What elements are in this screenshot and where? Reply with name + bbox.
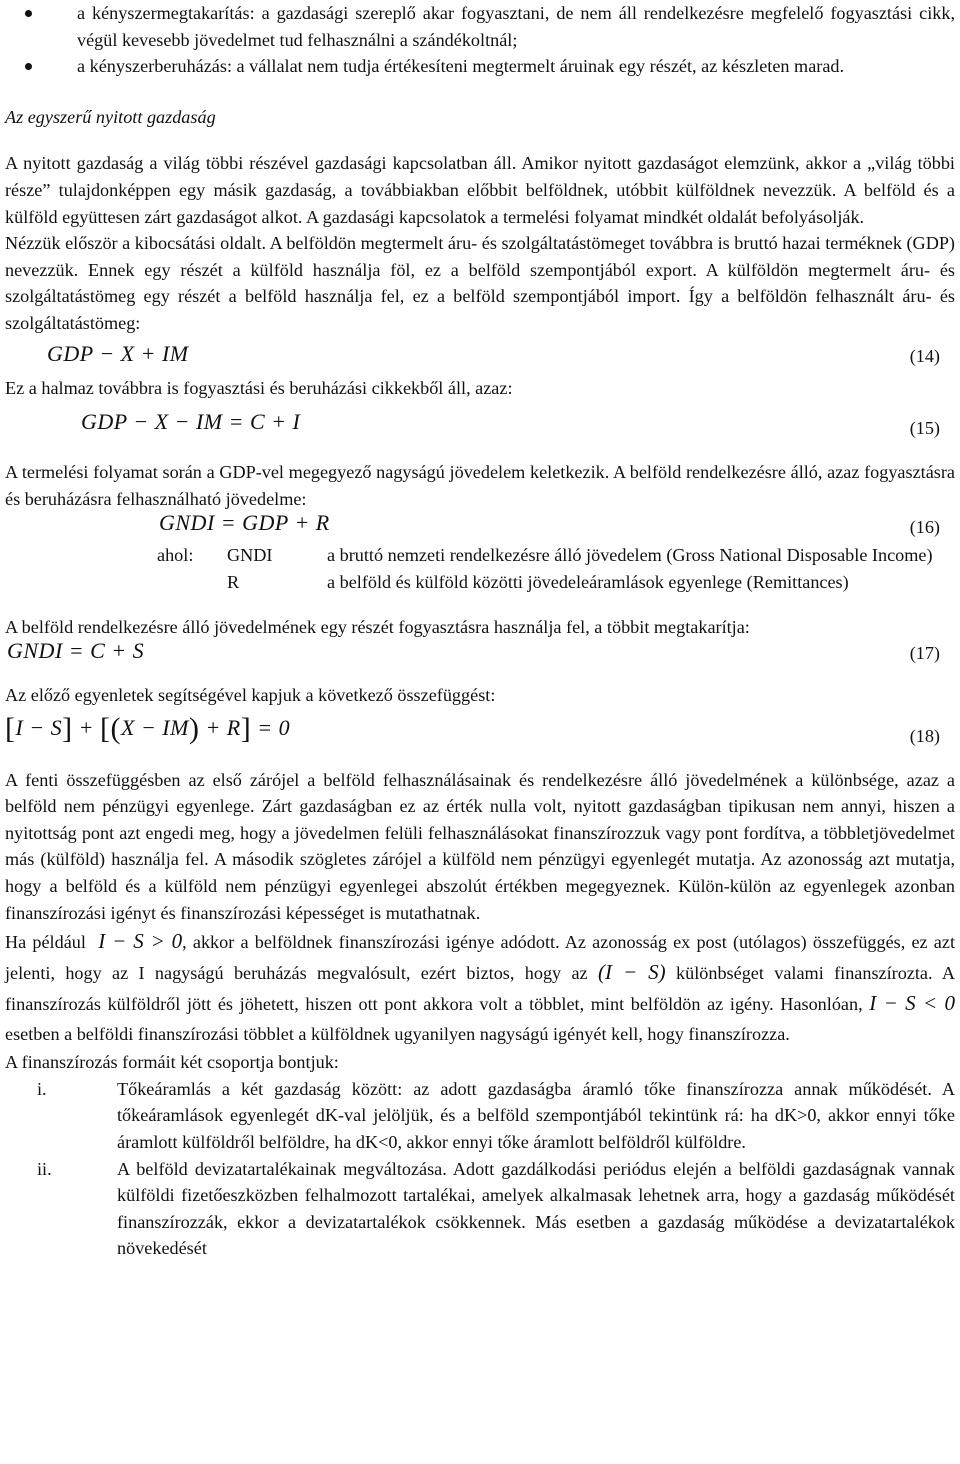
equation-18 — [5, 709, 955, 761]
definition-symbol: R — [227, 571, 240, 592]
equation-number: (17) — [909, 643, 940, 664]
paragraph-financing-forms: A finanszírozás formáit két csoportja bontjuk: — [5, 1052, 339, 1073]
definition-symbol: GNDI — [227, 545, 273, 566]
inline-math: (I − S) — [597, 960, 666, 985]
equation-expression: GDP − X + IM — [47, 340, 189, 366]
inline-math: I − S < 0 — [869, 991, 955, 1016]
paragraph-intro: A nyitott gazdaság a világ többi részével gazdasági kapcsolatban áll. Amikor nyitott gazdaságot elemzünk, akkor a „világ többi része” tulajdonképpen egy másik gazdaság, a továbbiakban előbbit belföldnek, utóbbit külföldnek nevezzük. A belföld és a külföld együttesen zárt gazdaságot alkot. A gazdasági kapcsolatok a termelési folyamat mindkét oldalát befolyásolják. — [5, 153, 955, 227]
equation-number: (16) — [909, 517, 940, 538]
paragraph-output-side: Nézzük először a kibocsátási oldalt. A belföldön megtermelt áru- és szolgáltatástömeget továbbra is bruttó hazai terméknek (GDP) nevezzük. Ennek egy részét a külföld használja föl, ez a belföld szempontjából export. A külföldön megtermelt áru- és szolgáltatástömeg egy részét a belföld használja fel, ez a belföld szempontjából import. Így a belföldön felhasznált áru- és szolgáltatástömeg: — [5, 233, 955, 333]
definition-text: a belföld és külföld közötti jövedeleáramlások egyenlege (Remittances) — [327, 571, 849, 592]
paragraph-relation: Az előző egyenletek segítségével kapjuk a következő összefüggést: — [5, 685, 496, 706]
inline-math: I − S > 0 — [98, 929, 183, 954]
paragraph-income: A termelési folyamat során a GDP-vel megegyező nagyságú jövedelem keletkezik. A belföld rendelkezésre álló, azaz fogyasztásra és beruházásra felhasználható jövedelme: — [5, 462, 955, 509]
paragraph-balance: A fenti összefüggésben az első zárójel a belföld felhasználásainak és rendelkezésre álló jövedelmének a különbsége, azaz a belföld nem pénzügyi egyenlege. Zárt gazdaságban ez az érték nulla volt, nyitott gazdaságban tipikusan nem annyi, hiszen a nyitottság pont azt engedi meg, hogy a jövedelmen felüli felhasználásokat finanszírozzuk vagy pont fordítva, a többletjövedelmet más (külföld) használja fel. A második szögletes zárójel a külföld nem pénzügyi egyenlegét mutatja. Az azonosság azt mutatja, hogy a belföld és a külföld nem pénzügyi egyenlegei abszolút értékben megegyeznek. Külön-külön az egyenlegek azonban finanszírozási igényt és finanszírozási képességet is mutathatnak. — [5, 769, 955, 923]
financing-list — [5, 1076, 955, 1262]
paragraph-savings: A belföld rendelkezésre álló jövedelmének egy részét fogyasztásra használja fel, a többit megtakarítja: — [5, 616, 750, 637]
bullet-text: a kényszermegtakarítás: a gazdasági szereplő akar fogyasztani, de nem áll rendelkezésre megfelelő fogyasztási cikk, végül kevesebb jövedelmet tud felhasználni a szándékoltnál; — [77, 3, 955, 50]
bullet-dot-icon — [25, 10, 32, 17]
bullet-dot-icon — [25, 63, 32, 70]
equation-14 — [5, 337, 955, 375]
equation-number: (14) — [909, 345, 940, 366]
equation-expression: GDP − X − IM = C + I — [81, 409, 301, 435]
paragraph-example: Ha például I − S > 0, akkor a belföldnek finanszírozási igénye adódott. Az azonosság ex post (utólagos) összefüggés, ez azt jelenti, hogy az I nagyságú beruházás megvalósult, ezért biztos, hogy az (I − S) különbséget valami finanszírozta. A finanszírozás külföldről jött és jöhetett, hiszen ott pont akkora volt a többlet, mint belföldön az igény. Hasonlóan, I − S < 0 esetben a belföldi finanszírozási többlet a külföldnek ugyanilyen nagyságú igényét kell, hogy finanszírozza. — [5, 929, 956, 1045]
list-item-text: A belföld devizatartalékainak megváltozása. Adott gazdálkodási periódus elején a belföldi gazdaságnak vannak külföldi fizetőeszközben felhalmozott tartalékai, amelyek alkalmasak lehetnek arra, hogy a gazdaság működését finanszírozzák, ekkor a devizatartalékok csökkennek. Más esetben a gazdaság működése a devizatartalékok növekedését — [117, 1158, 955, 1259]
equation-expression: GNDI = C + S — [7, 638, 145, 664]
equation-16 — [5, 512, 955, 542]
list-item-number: i. — [37, 1078, 47, 1099]
list-item-number: ii. — [37, 1158, 52, 1179]
equation-number: (15) — [909, 418, 940, 439]
equation-number: (18) — [909, 725, 940, 746]
equation-17 — [5, 640, 955, 682]
document-page — [5, 0, 955, 1262]
list-item — [5, 1076, 955, 1156]
bullet-item — [5, 0, 955, 53]
definition-row — [5, 542, 955, 569]
bullet-text: a kényszerberuházás: a vállalat nem tudja értékesíteni megtermelt áruinak egy részét, az készleten marad. — [77, 56, 845, 77]
equation-15 — [5, 401, 955, 453]
equation-expression: GNDI = GDP + R — [159, 510, 330, 536]
definition-where-label: ahol: — [157, 545, 194, 566]
list-item-text: Tőkeáramlás a két gazdaság között: az adott gazdaságba áramló tőke finanszírozza annak működését. A tőkeáramlások egyenlegét dK-val jelöljük, és a belföld szempontjából tekintünk rá: ha dK>0, akkor ennyi tőke áramlott külföldről belföldre, ha dK<0, akkor ennyi tőke áramlott belföldről külföldre. — [117, 1078, 955, 1153]
equation-expression: [I − S] + [(X − IM) + R] = 0 — [5, 711, 291, 745]
paragraph-composition: Ez a halmaz továbbra is fogyasztási és beruházási cikkekből áll, azaz: — [5, 377, 513, 398]
list-item — [5, 1156, 955, 1262]
definition-text: a bruttó nemzeti rendelkezésre álló jövedelem (Gross National Disposable Income) — [327, 545, 933, 566]
section-heading: Az egyszerű nyitott gazdaság — [5, 106, 216, 127]
bullet-list — [5, 0, 955, 80]
definition-list — [5, 542, 955, 595]
bullet-item — [5, 53, 955, 80]
definition-row — [5, 569, 955, 596]
